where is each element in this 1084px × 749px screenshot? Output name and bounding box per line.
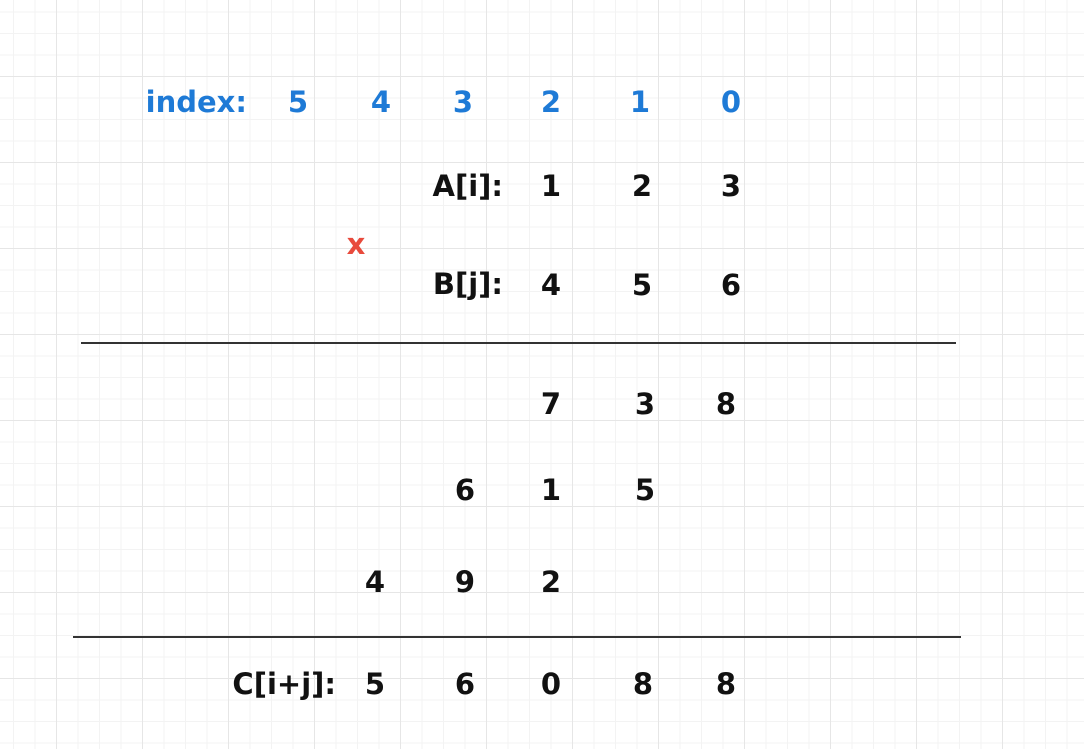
partial-product-1-digit: 7 [540, 387, 562, 421]
index-value-0: 0 [720, 85, 742, 119]
partial-product-1-digit: 3 [634, 387, 656, 421]
operand-b-digit: 6 [720, 268, 742, 302]
partial-product-3-digit: 9 [454, 565, 476, 599]
partial-product-2-digit: 5 [634, 473, 656, 507]
partial-product-2-digit: 1 [540, 473, 562, 507]
operand-a-digit: 3 [720, 169, 742, 203]
index-value-4: 4 [370, 85, 392, 119]
result-digit: 0 [540, 667, 562, 701]
operand-a-digit: 1 [540, 169, 562, 203]
multiply-operator: x [346, 227, 366, 261]
operand-b-digit: 5 [631, 268, 653, 302]
index-value-2: 2 [540, 85, 562, 119]
partial-product-3-digit: 4 [364, 565, 386, 599]
operand-b-label: B[j]: [432, 267, 503, 301]
result-digit: 8 [715, 667, 737, 701]
divider-line-top [81, 342, 956, 344]
partial-product-2-digit: 6 [454, 473, 476, 507]
operand-a-digit: 2 [631, 169, 653, 203]
partial-product-1-digit: 8 [715, 387, 737, 421]
result-digit: 5 [364, 667, 386, 701]
operand-a-label: A[i]: [432, 169, 503, 203]
partial-product-3-digit: 2 [540, 565, 562, 599]
result-digit: 8 [632, 667, 654, 701]
result-label: C[i+j]: [232, 667, 336, 701]
index-value-3: 3 [452, 85, 474, 119]
index-value-1: 1 [629, 85, 651, 119]
divider-line-bottom [73, 636, 961, 638]
operand-b-digit: 4 [540, 268, 562, 302]
index-label: index: [145, 85, 247, 119]
result-digit: 6 [454, 667, 476, 701]
index-value-5: 5 [287, 85, 309, 119]
